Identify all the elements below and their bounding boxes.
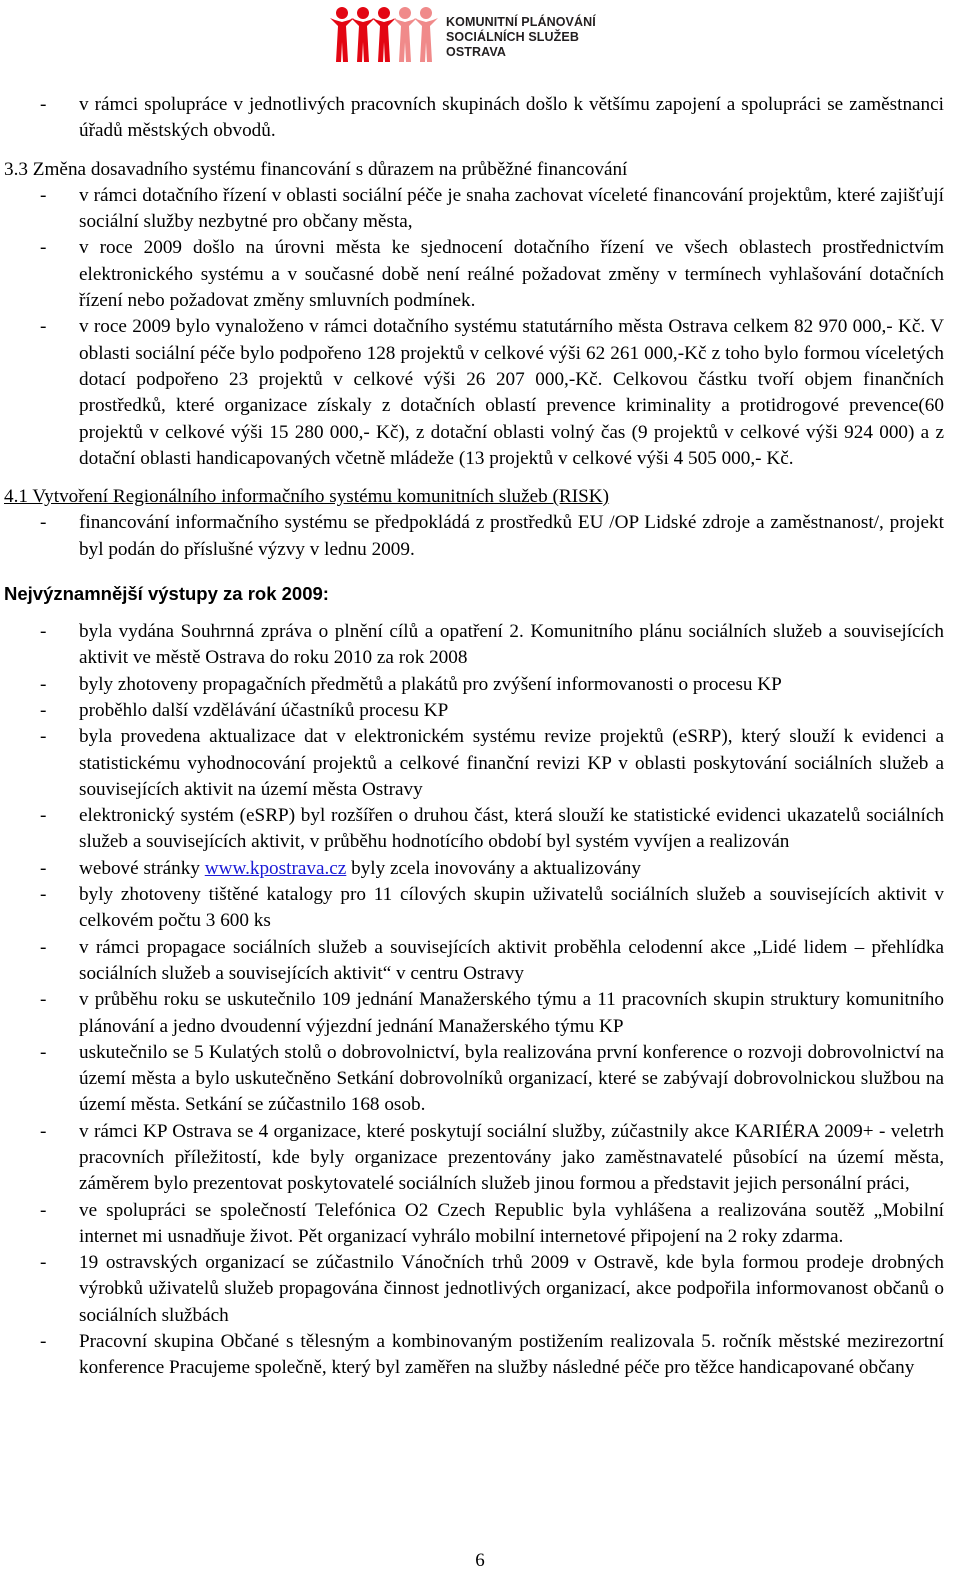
website-link[interactable]: www.kpostrava.cz [204, 857, 347, 879]
list-dash: - [40, 184, 47, 206]
list-item-text: proběhlo další vzdělávání účastníků procesu KP [79, 699, 449, 721]
list-dash: - [40, 1252, 47, 1274]
section-title-4-1: 4.1 Vytvoření Regionálního informačního systému komunitních služeb (RISK) [4, 486, 610, 508]
logo-line-1: KOMUNITNÍ PLÁNOVÁNÍ [446, 15, 596, 29]
header-logo [330, 4, 630, 66]
logo-figure-head [357, 7, 369, 19]
list-item [4, 987, 944, 1040]
list-dash: - [40, 621, 47, 643]
logo-line-2: SOCIÁLNÍCH SLUŽEB [446, 30, 579, 44]
list-item-text: financování informačního systému se předpokládá z prostředků EU /OP Lidské zdroje a zaměstnanost/, projekt byl podán do příslušné výzvy v lednu 2009. [79, 512, 944, 560]
logo-figure-head [378, 7, 390, 19]
logo-figure-body [414, 18, 438, 62]
list-item [4, 92, 944, 145]
list-item [4, 314, 944, 472]
logo-figure-body [393, 18, 417, 62]
list-item [4, 235, 944, 314]
list-item-text: byly zhotoveny tištěné katalogy pro 11 cílových skupin uživatelů sociálních služeb a souvisejících aktivit v celkovém počtu 3 600 ks [79, 884, 944, 932]
outputs-heading: Nejvýznamnější výstupy za rok 2009: [4, 583, 329, 605]
list-dash: - [40, 1120, 47, 1142]
list-item [4, 856, 944, 882]
list-item-text: ve spolupráci se společností Telefónica O2 Czech Republic byla vyhlášena a realizována soutěž „Mobilní internet mi usnadňuje život. Pět organizací vyhrálo mobilní internetové připojení na 2 roky zdarma. [79, 1199, 944, 1247]
list-dash: - [40, 726, 47, 748]
list-dash: - [40, 1041, 47, 1063]
list-item-text-before: webové stránky [79, 857, 205, 879]
logo-figure-body [330, 18, 354, 62]
section-title-3-3: 3.3 Změna dosavadního systému financování s důrazem na průběžné financování [4, 158, 628, 180]
logo-figure-head [399, 7, 411, 19]
list-item-text: byla provedena aktualizace dat v elektronickém systému revize projektů (eSRP), který slouží k evidenci a statistickému vyhodnocování projektů a celkové finanční revizi KP v oblasti poskytování sociálních služeb a souvisejících aktivit na území města Ostravy [79, 726, 944, 800]
list-item-text: Pracovní skupina Občané s tělesným a kombinovaným postižením realizovala 5. ročník městské mezirezortní konference Pracujeme společně, který byl zaměřen na služby následné péče pro těžce handicapované občany [79, 1331, 944, 1379]
logo-figure-head [420, 7, 432, 19]
list-dash: - [40, 857, 47, 879]
logo-figure-body [372, 18, 396, 62]
logo-text [446, 15, 596, 60]
list-item-text: v roce 2009 bylo vynaloženo v rámci dotačního systému statutárního města Ostrava celkem 82 970 000,- Kč. V oblasti sociální péče bylo podpořeno 128 projektů v celkové výši 62 261 000,-Kč z toho bylo formou víceletých dotací podpořeno 23 projektů v celkové výši 26 207 000,-Kč. Celkovou částku tvoří objem finančních prostředků, které organizace získaly z dotačních oblastí prevence kriminality a protidrogové prevence(60 projektů v celkové výši 15 280 000,- Kč), z dotační oblasti volný čas (9 projektů v celkové výši 924 000) a z dotační oblasti handicapovaných včetně mládeže (13 projektů v celkové výši 4 505 000,- Kč. [79, 316, 944, 469]
list-item [4, 1198, 944, 1251]
page-number: 6 [475, 1550, 485, 1571]
list-item [4, 724, 944, 803]
list-item [4, 183, 944, 236]
list-item [4, 619, 944, 672]
list-dash: - [40, 316, 47, 338]
list-item [4, 1250, 944, 1329]
logo-line-3: OSTRAVA [446, 45, 506, 59]
list-dash: - [40, 237, 47, 259]
list-dash: - [40, 805, 47, 827]
list-item-text: uskutečnilo se 5 Kulatých stolů o dobrovolnictví, byla realizována první konference o rozvoji dobrovolnictví na území města a bylo uskutečněno Setkání dobrovolníků organizací, které se zabývají dobrovolnickou službou na území města. Setkání se zúčastnilo 168 osob. [79, 1041, 944, 1116]
list-dash: - [40, 699, 47, 721]
list-item-text-after: byly zcela inovovány a aktualizovány [346, 857, 641, 879]
list-item-text: v rámci propagace sociálních služeb a souvisejících aktivit proběhla celodenní akce „Lidé lidem – přehlídka sociálních služeb a souvisejících aktivit“ v centru Ostravy [79, 936, 944, 984]
list-item [4, 1119, 944, 1198]
list-item [4, 672, 944, 698]
list-item-text: v roce 2009 došlo na úrovni města ke sjednocení dotačního řízení ve všech oblastech prostřednictvím elektronického systému a v současné době není reálné požadovat změny v termínech vyhlašování dotačních řízení nebo požadovat změny smluvních podmínek. [79, 237, 944, 312]
list-dash: - [40, 94, 47, 115]
list-item-text: v rámci KP Ostrava se 4 organizace, které poskytují sociální služby, zúčastnily akce KARIÉRA 2009+ - veletrh pracovních příležitostí, kde byly organizace prezentovány jako zaměstnavatelé působící na území města, záměrem bylo prezentovat poskytovatelé sociálních služeb jinou formou a představit jejich personální práci, [79, 1120, 944, 1195]
list-dash: - [40, 884, 47, 906]
list-item-text: v rámci spolupráce v jednotlivých pracovních skupinách došlo k většímu zapojení a spolupráci se zaměstnanci úřadů městských obvodů. [79, 94, 944, 142]
logo-figure-head [336, 7, 348, 19]
list-item [4, 935, 944, 988]
list-item [4, 698, 944, 724]
list-item [4, 510, 944, 563]
list-item-text: byla vydána Souhrnná zpráva o plnění cílů a opatření 2. Komunitního plánu sociálních služeb a souvisejících aktivit ve městě Ostrava do roku 2010 za rok 2008 [79, 621, 944, 669]
list-dash: - [40, 1331, 47, 1353]
document-body [4, 92, 944, 1382]
list-item-text: byly zhotoveny propagačních předmětů a plakátů pro zvýšení informovanosti o procesu KP [79, 673, 782, 695]
list-item [4, 1040, 944, 1119]
list-item [4, 803, 944, 856]
people-logo-icon [330, 4, 442, 66]
list-dash: - [40, 512, 47, 534]
list-item-text: 19 ostravských organizací se zúčastnilo Vánočních trhů 2009 v Ostravě, kde byla formou prodeje drobných výrobků uživatelů služeb propagována činnost jednotlivých organizací, akce podpořila informovanost občanů o sociálních službách [79, 1252, 944, 1326]
list-dash: - [40, 936, 47, 958]
list-dash: - [40, 673, 47, 695]
list-item-text: v průběhu roku se uskutečnilo 109 jednání Manažerského týmu a 11 pracovních skupin struktury komunitního plánování a jedno dvoudenní výjezdní jednání Manažerského týmu KP [79, 989, 944, 1037]
list-item-text: v rámci dotačního řízení v oblasti sociální péče je snaha zachovat víceleté financování projektům, které zajišťují sociální služby nezbytné pro občany města, [79, 184, 944, 233]
list-item [4, 1329, 944, 1382]
logo-figure-body [351, 18, 375, 62]
list-dash: - [40, 1199, 47, 1221]
list-item-text: elektronický systém (eSRP) byl rozšířen o druhou část, která slouží ke statistické evidenci ukazatelů sociálních služeb a souvisejících aktivit, v průběhu hodnotícího období byl systém vyvíjen a realizován [79, 805, 944, 853]
list-dash: - [40, 989, 47, 1011]
list-item [4, 882, 944, 935]
